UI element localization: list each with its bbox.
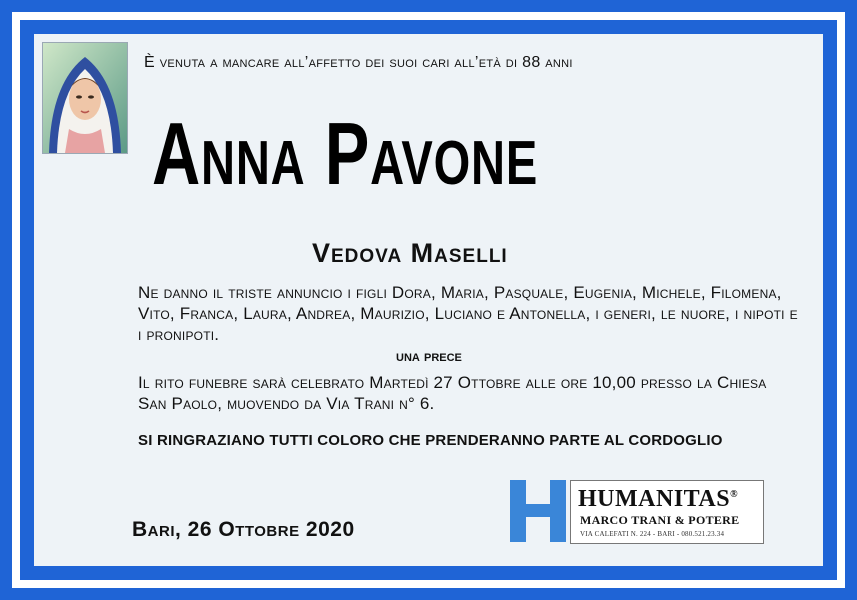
prayer-line: una prece [396, 348, 462, 365]
h-logo-icon [510, 480, 570, 542]
announcement-text: È venuta a mancare all’affetto dei suoi cari all’età di 88 anni [144, 54, 573, 71]
family-announcement: Ne danno il triste annuncio i figli Dora, Maria, Pasquale, Eugenia, Michele, Filomena, Vito, Franca, Laura, Andrea, Maurizio, Luciano e Antonella, i generi, le nuore, i nipoti e i pronipoti. [138, 283, 798, 344]
agency-address: VIA CALEFATI N. 224 - BARI - 080.521.23.34 [580, 530, 725, 538]
deceased-name: Anna Pavone [152, 104, 539, 203]
place-date: Bari, 26 Ottobre 2020 [132, 518, 355, 541]
registered-mark: ® [730, 489, 739, 500]
madonna-portrait [42, 42, 128, 154]
agency-name: HUMANITAS [578, 486, 731, 512]
thanks-line: SI RINGRAZIANO TUTTI COLORO CHE PRENDERANNO PARTE AL CORDOGLIO [138, 432, 723, 449]
obituary-panel [34, 34, 823, 566]
widow-subtitle: Vedova Maselli [312, 238, 508, 268]
agency-owners: MARCO TRANI & POTERE [580, 513, 740, 527]
agency-logo [510, 480, 766, 542]
funeral-details: Il rito funebre sarà celebrato Martedì 27 Ottobre alle ore 10,00 presso la Chiesa San Paolo, muovendo da Via Trani n° 6. [138, 373, 767, 413]
